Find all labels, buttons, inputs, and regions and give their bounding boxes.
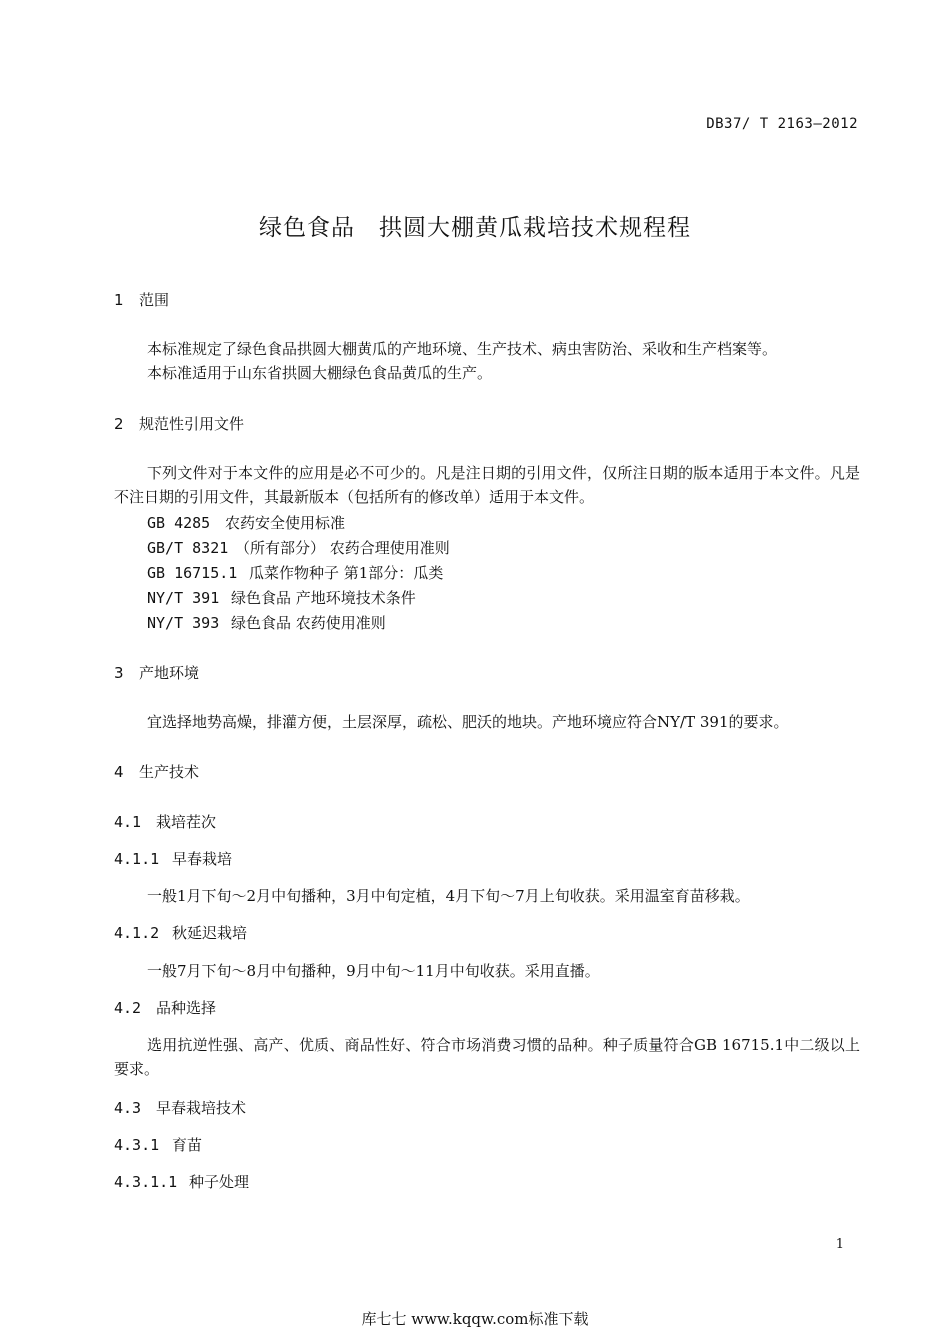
section-number: 4.1: [114, 813, 142, 831]
reference-item: [147, 537, 450, 558]
paragraph: 选用抗逆性强、高产、优质、商品性好、符合市场消费习惯的品种。种子质量符合GB 16715.1中二级以上要求。: [114, 1036, 860, 1078]
page-number: 1: [835, 1237, 844, 1252]
section-number: 4.1.1: [114, 850, 160, 868]
reference-code: GB/T 8321: [147, 539, 229, 557]
paragraph: 一般1月下旬～2月中旬播种，3月中旬定植，4月下旬～7月上旬收获。采用温室育苗移栽。: [147, 887, 750, 905]
section-title: 范围: [139, 291, 170, 309]
reference-name: 农药安全使用标准: [225, 514, 346, 532]
section-number: 4.2: [114, 999, 142, 1017]
section-number: 4: [114, 763, 124, 781]
section-4-heading: [114, 761, 199, 782]
section-3-heading: [114, 662, 199, 683]
reference-item: [147, 587, 416, 608]
reference-name: 绿色食品 产地环境技术条件: [231, 589, 416, 607]
reference-code: NY/T 391: [147, 589, 220, 607]
subsection-heading: [114, 811, 216, 832]
reference-code: NY/T 393: [147, 614, 220, 632]
subsection-heading: [114, 1134, 202, 1155]
reference-name: 瓜菜作物种子 第1部分：瓜类: [249, 564, 444, 582]
paragraph: 本标准适用于山东省拱圆大棚绿色食品黄瓜的生产。: [147, 364, 493, 382]
section-number: 4.3.1.1: [114, 1173, 178, 1191]
reference-name: （所有部分） 农药合理使用准则: [235, 539, 450, 557]
section-number: 1: [114, 291, 124, 309]
section-number: 3: [114, 664, 124, 682]
paragraph: 宜选择地势高燥，排灌方便，土层深厚，疏松、肥沃的地块。产地环境应符合NY/T 391的要求。: [147, 713, 789, 731]
subsection-heading: [114, 922, 247, 943]
reference-item: [147, 612, 386, 633]
subsection-heading: [114, 1171, 249, 1192]
section-title: 品种选择: [156, 999, 217, 1017]
section-title: 秋延迟栽培: [172, 924, 248, 942]
section-number: 4.1.2: [114, 924, 160, 942]
section-1-heading: [114, 289, 169, 310]
section-title: 种子处理: [189, 1173, 250, 1191]
paragraph: 本标准规定了绿色食品拱圆大棚黄瓜的产地环境、生产技术、病虫害防治、采收和生产档案等。: [147, 340, 778, 358]
document-title: 绿色食品 拱圆大棚黄瓜栽培技术规程程: [259, 215, 691, 241]
paragraph: 一般7月下旬～8月中旬播种，9月中旬～11月中旬收获。采用直播。: [147, 962, 600, 980]
section-title: 早春栽培技术: [156, 1099, 247, 1117]
reference-code: GB 4285: [147, 514, 211, 532]
section-title: 栽培茬次: [156, 813, 217, 831]
subsection-heading: [114, 848, 232, 869]
section-2-heading: [114, 413, 244, 434]
section-number: 2: [114, 415, 124, 433]
paragraph: 下列文件对于本文件的应用是必不可少的。凡是注日期的引用文件，仅所注日期的版本适用于本文件。凡是不注日期的引用文件，其最新版本（包括所有的修改单）适用于本文件。: [114, 464, 860, 506]
subsection-heading: [114, 1097, 246, 1118]
reference-name: 绿色食品 农药使用准则: [231, 614, 386, 632]
reference-item: [147, 562, 443, 583]
reference-item: [147, 512, 345, 533]
section-title: 育苗: [172, 1136, 203, 1154]
footer-watermark: 库七七 www.kqqw.com标准下载: [361, 1310, 589, 1328]
document-code: DB37/ T 2163—2012: [706, 116, 858, 132]
subsection-heading: [114, 997, 216, 1018]
section-title: 产地环境: [139, 664, 200, 682]
section-number: 4.3: [114, 1099, 142, 1117]
reference-code: GB 16715.1: [147, 564, 238, 582]
section-number: 4.3.1: [114, 1136, 160, 1154]
section-title: 生产技术: [139, 763, 200, 781]
section-title: 早春栽培: [172, 850, 233, 868]
section-title: 规范性引用文件: [139, 415, 245, 433]
